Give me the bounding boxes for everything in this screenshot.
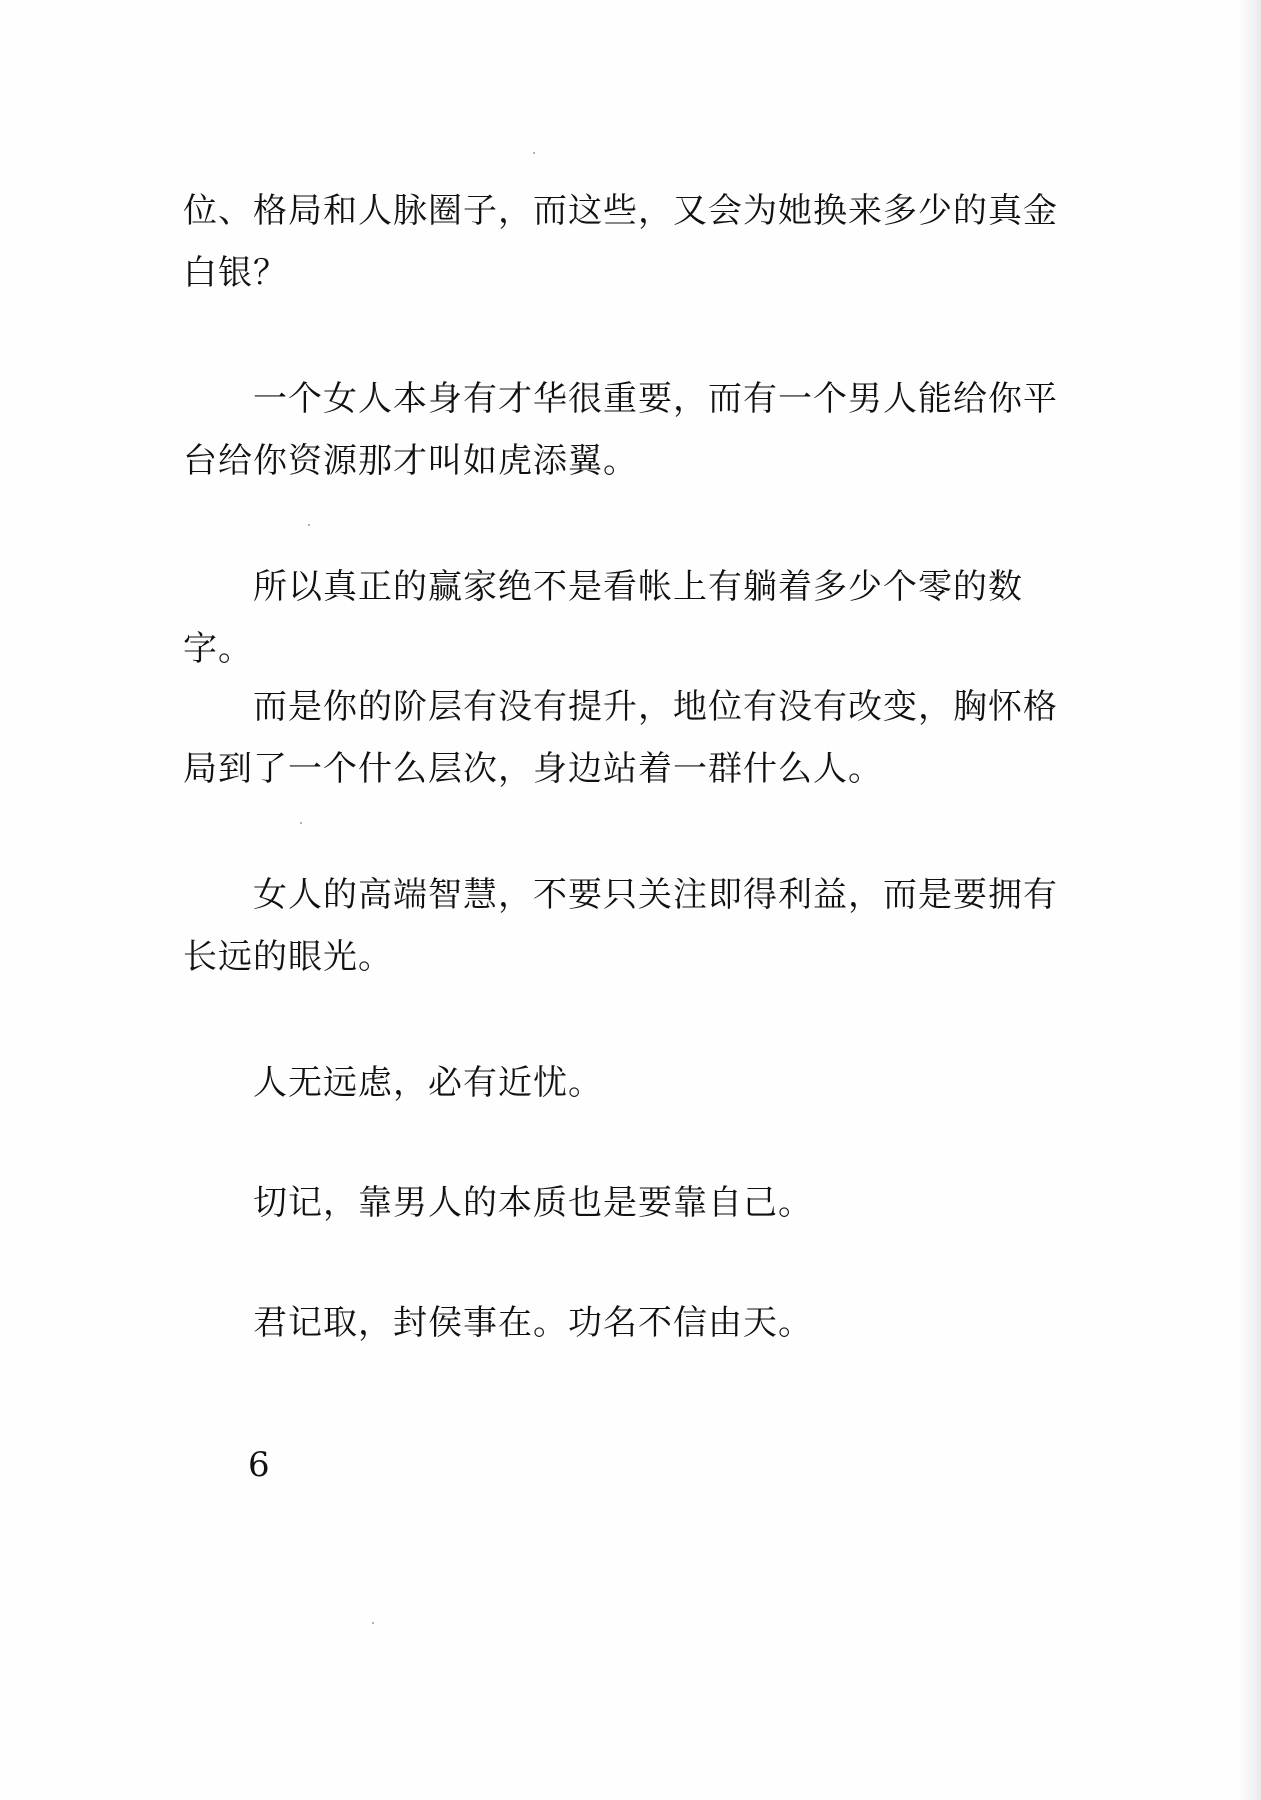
page-number: 6 (248, 1445, 270, 1485)
paragraph-7: 切记，靠男人的本质也是要靠自己。 (183, 1183, 813, 1223)
paragraph-8: 君记取，封侯事在。功名不信由天。 (183, 1303, 813, 1343)
page-edge-shadow (1239, 0, 1261, 1800)
scan-speck (372, 1622, 374, 1624)
paragraph-3: 所以真正的赢家绝不是看帐上有躺着多少个零的数字。 (183, 567, 1023, 669)
scan-speck (533, 152, 535, 154)
paragraph-1: 位、格局和人脉圈子，而这些，又会为她换来多少的真金白银？ (183, 191, 1058, 293)
paragraph-5: 女人的高端智慧，不要只关注即得利益，而是要拥有长远的眼光。 (183, 875, 1058, 977)
paragraph-6: 人无远虑，必有近忧。 (183, 1063, 603, 1103)
scan-speck (300, 822, 302, 824)
paragraph-2: 一个女人本身有才华很重要，而有一个男人能给你平台给你资源那才叫如虎添翼。 (183, 379, 1058, 481)
scan-speck (308, 524, 310, 526)
paragraph-4: 而是你的阶层有没有提升，地位有没有改变，胸怀格局到了一个什么层次，身边站着一群什么人。 (183, 687, 1058, 789)
